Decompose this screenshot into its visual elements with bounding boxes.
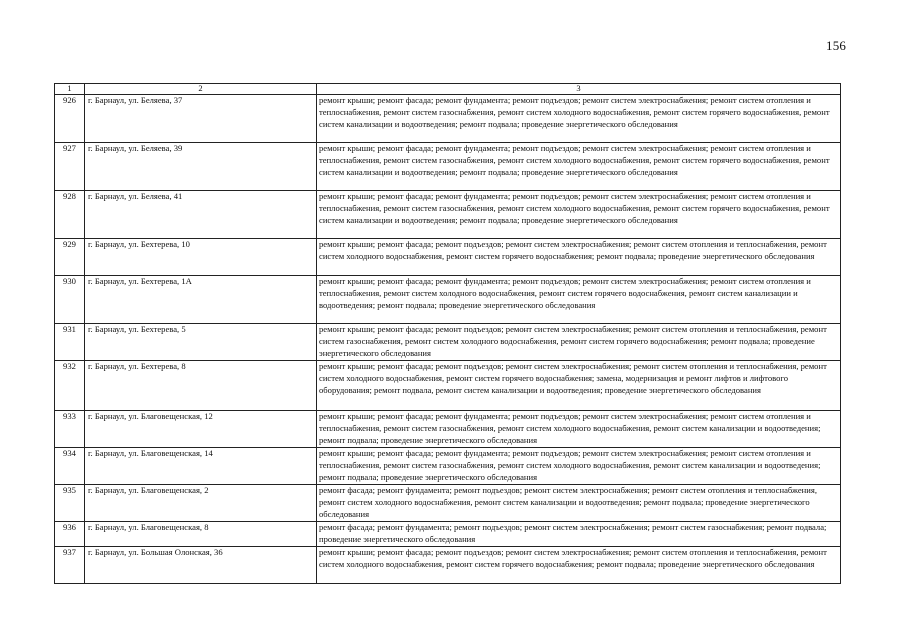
table-row: [55, 95, 841, 143]
row-number: 936: [55, 522, 85, 547]
table-row: [55, 239, 841, 276]
row-address: г. Барнаул, ул. Благовещенская, 12: [85, 411, 317, 448]
row-works: ремонт фасада; ремонт фундамента; ремонт подъездов; ремонт систем электроснабжения; ремонт систем газоснабжения; ремонт подвала; проведение энергетического обследования: [317, 522, 841, 547]
table-row: [55, 143, 841, 191]
row-number: 932: [55, 361, 85, 411]
row-number: 935: [55, 485, 85, 522]
row-number: 933: [55, 411, 85, 448]
row-number: 926: [55, 95, 85, 143]
row-works: ремонт крыши; ремонт фасада; ремонт фундамента; ремонт подъездов; ремонт систем электроснабжения; ремонт систем отопления и теплоснабжения, ремонт систем газоснабжения, ремонт систем холодного водоснабжения, ремонт систем горячего водоснабжения, ремонт систем канализации и водоотведения; ремонт подвала; проведение энергетического обследования: [317, 143, 841, 191]
row-works: ремонт крыши; ремонт фасада; ремонт подъездов; ремонт систем электроснабжения; ремонт систем отопления и теплоснабжения, ремонт систем холодного водоснабжения, ремонт систем горячего водоснабжения; ремонт подвала; проведение энергетического обследования: [317, 547, 841, 584]
row-address: г. Барнаул, ул. Бехтерева, 5: [85, 324, 317, 361]
header-col-1: 1: [55, 84, 85, 95]
table-row: [55, 522, 841, 547]
row-works: ремонт крыши; ремонт фасада; ремонт фундамента; ремонт подъездов; ремонт систем электроснабжения; ремонт систем отопления и теплоснабжения, ремонт систем холодного водоснабжения, ремонт систем горячего водоснабжения, ремонт систем канализации и водоотведения; ремонт подвала; проведение энергетического обследования: [317, 276, 841, 324]
row-number: 931: [55, 324, 85, 361]
row-works: ремонт крыши; ремонт фасада; ремонт подъездов; ремонт систем электроснабжения; ремонт систем отопления и теплоснабжения, ремонт систем газоснабжения, ремонт систем холодного водоснабжения, ремонт систем горячего водоснабжения; ремонт подвала; проведение энергетического обследования: [317, 324, 841, 361]
row-address: г. Барнаул, ул. Беляева, 39: [85, 143, 317, 191]
row-works: ремонт крыши; ремонт фасада; ремонт фундамента; ремонт подъездов; ремонт систем электроснабжения; ремонт систем отопления и теплоснабжения, ремонт систем газоснабжения, ремонт систем холодного водоснабжения, ремонт систем горячего водоснабжения, ремонт систем канализации и водоотведения; ремонт подвала; проведение энергетического обследования: [317, 95, 841, 143]
header-col-2: 2: [85, 84, 317, 95]
repair-works-table-container: [54, 83, 840, 584]
table-row: [55, 191, 841, 239]
row-address: г. Барнаул, ул. Благовещенская, 14: [85, 448, 317, 485]
row-address: г. Барнаул, ул. Большая Олонская, 36: [85, 547, 317, 584]
table-row: [55, 324, 841, 361]
row-address: г. Барнаул, ул. Бехтерева, 8: [85, 361, 317, 411]
row-works: ремонт крыши; ремонт фасада; ремонт фундамента; ремонт подъездов; ремонт систем электроснабжения; ремонт систем отопления и теплоснабжения, ремонт систем газоснабжения, ремонт систем холодного водоснабжения, ремонт систем канализации и водоотведения; ремонт подвала; проведение энергетического обследования: [317, 411, 841, 448]
repair-works-table: [54, 83, 841, 584]
row-address: г. Барнаул, ул. Бехтерева, 10: [85, 239, 317, 276]
row-number: 927: [55, 143, 85, 191]
row-number: 934: [55, 448, 85, 485]
row-address: г. Барнаул, ул. Благовещенская, 8: [85, 522, 317, 547]
table-row: [55, 276, 841, 324]
table-row: [55, 547, 841, 584]
page-number: 156: [826, 38, 847, 53]
table-header-row: [55, 84, 841, 95]
row-works: ремонт крыши; ремонт фасада; ремонт фундамента; ремонт подъездов; ремонт систем электроснабжения; ремонт систем отопления и теплоснабжения, ремонт систем газоснабжения, ремонт систем холодного водоснабжения, ремонт систем горячего водоснабжения, ремонт систем канализации и водоотведения; ремонт подвала; проведение энергетического обследования: [317, 191, 841, 239]
table-row: [55, 485, 841, 522]
row-address: г. Барнаул, ул. Благовещенская, 2: [85, 485, 317, 522]
table-row: [55, 448, 841, 485]
row-address: г. Барнаул, ул. Беляева, 41: [85, 191, 317, 239]
row-number: 930: [55, 276, 85, 324]
table-row: [55, 361, 841, 411]
row-address: г. Барнаул, ул. Беляева, 37: [85, 95, 317, 143]
row-works: ремонт крыши; ремонт фасада; ремонт подъездов; ремонт систем электроснабжения; ремонт систем отопления и теплоснабжения, ремонт систем холодного водоснабжения, ремонт систем горячего водоснабжения; ремонт подвала; проведение энергетического обследования: [317, 239, 841, 276]
row-number: 929: [55, 239, 85, 276]
row-works: ремонт крыши; ремонт фасада; ремонт фундамента; ремонт подъездов; ремонт систем электроснабжения; ремонт систем отопления и теплоснабжения, ремонт систем газоснабжения, ремонт систем холодного водоснабжения, ремонт систем канализации и водоотведения; ремонт подвала; проведение энергетического обследования: [317, 448, 841, 485]
row-works: ремонт фасада; ремонт фундамента; ремонт подъездов; ремонт систем электроснабжения; ремонт систем отопления и теплоснабжения, ремонт систем холодного водоснабжения, ремонт систем канализации и водоотведения; ремонт подвала; проведение энергетического обследования: [317, 485, 841, 522]
row-number: 937: [55, 547, 85, 584]
row-number: 928: [55, 191, 85, 239]
table-row: [55, 411, 841, 448]
row-works: ремонт крыши; ремонт фасада; ремонт подъездов; ремонт систем электроснабжения; ремонт систем отопления и теплоснабжения, ремонт систем холодного водоснабжения, ремонт систем горячего водоснабжения; замена, модернизация и ремонт лифтов и лифтового оборудования; ремонт подвала, ремонт систем канализации и водоотведения; проведение энергетического обследования: [317, 361, 841, 411]
header-col-3: 3: [317, 84, 841, 95]
row-address: г. Барнаул, ул. Бехтерева, 1А: [85, 276, 317, 324]
